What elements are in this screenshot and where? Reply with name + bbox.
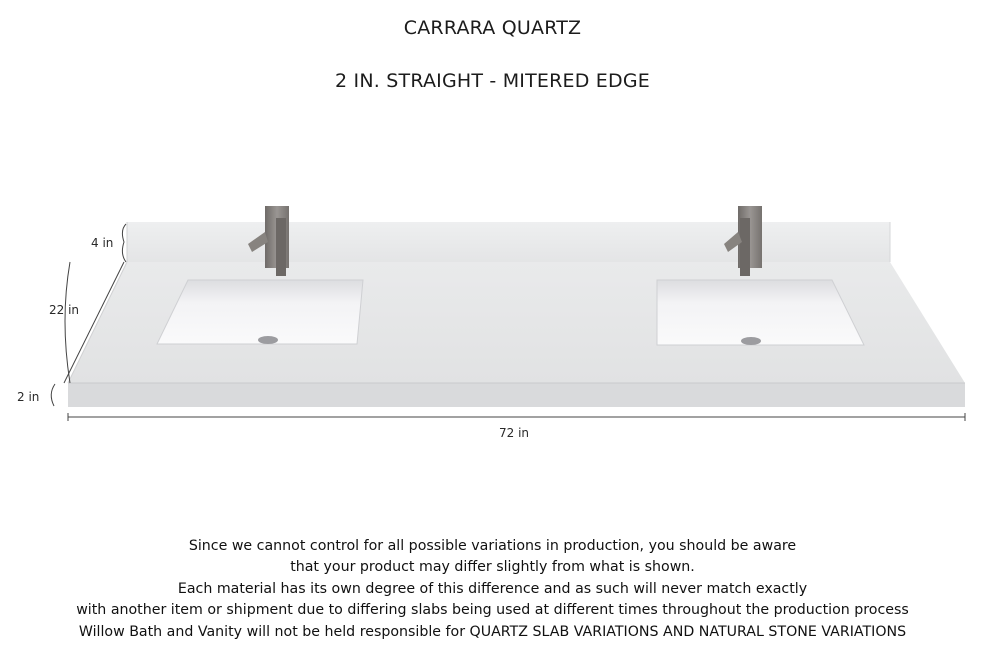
left-sink <box>157 280 363 344</box>
depth-label: 22 in <box>49 303 80 317</box>
disclaimer-line: that your product may differ slightly from what is shown. <box>290 559 695 576</box>
backsplash-height-label: 4 in <box>91 236 114 250</box>
disclaimer-line: Since we cannot control for all possible variations in production, you should be aware <box>188 538 797 554</box>
width-label: 72 in <box>499 426 530 440</box>
disclaimer-line: Willow Bath and Vanity will not be held responsible for QUARTZ SLAB VARIATIONS AND NATURAL STONE VARIATIONS <box>78 623 907 640</box>
backsplash <box>127 222 890 262</box>
disclaimer-line: with another item or shipment due to differing slabs being used at different times throughout the production process <box>76 602 909 619</box>
material-title: CARRARA QUARTZ <box>403 17 582 39</box>
disclaimer-line: Each material has its own degree of this difference and as such will never match exactly <box>177 580 808 597</box>
edge-thickness-label: 2 in <box>17 390 40 404</box>
disclaimer <box>0 536 985 643</box>
right-sink <box>657 280 864 345</box>
edge-title: 2 IN. STRAIGHT - MITERED EDGE <box>335 70 650 92</box>
